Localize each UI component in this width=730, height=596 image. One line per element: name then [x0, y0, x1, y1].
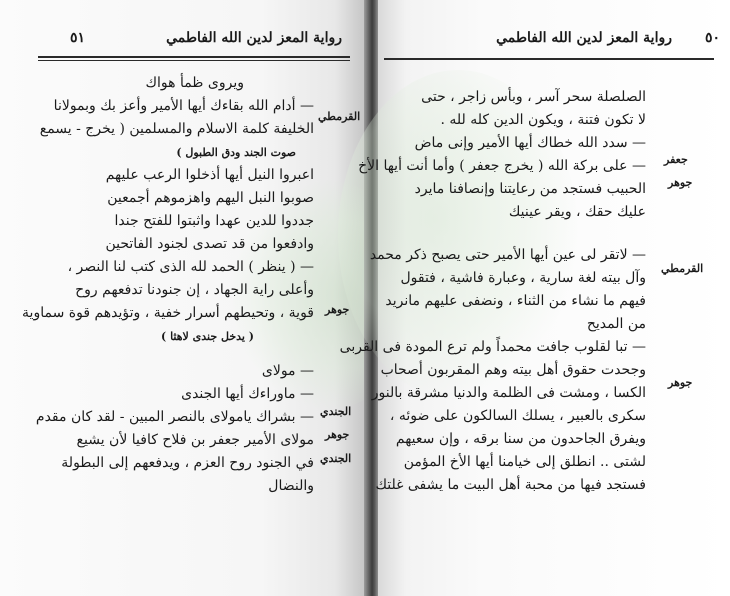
speaker-name: جوهر — [668, 376, 693, 389]
text-line: — أدام الله بقاءك أيها الأمير وأعز بك وبمولانا — [53, 98, 314, 114]
left-page-number: ٥١ — [70, 30, 86, 46]
right-page — [339, 0, 730, 596]
text-line: وآل بيته لغة سارية ، وعبارة فاشية ، فتقول — [400, 270, 646, 286]
text-line: الكسا ، ومشت فى الظلمة والدنيا مشرقة بالنور — [371, 385, 646, 401]
speaker-name: جوهر — [325, 428, 350, 441]
text-line: فيهم ما نشاء من الثناء ، ونضفى عليهم مانريد — [385, 293, 646, 309]
text-line: — بشراك يامولاى بالنصر المبين - لقد كان مقدم — [35, 409, 314, 425]
stage-direction: صوت الجند ودق الطبول ) — [176, 146, 296, 159]
poem-line: صوبوا النبل اليهم واهزموهم أجمعين — [107, 190, 314, 206]
text-line: ويروى ظمأ هواك — [145, 75, 244, 91]
text-line: — مولاى — [261, 363, 314, 379]
text-line: الحبيب فستجد من رعايتنا وإنصافنا مايرد — [414, 181, 646, 197]
speaker-name: جوهر — [668, 176, 693, 189]
text-line: — على بركة الله ( يخرج جعفر ) وأما أنت أيها الأخ — [358, 158, 646, 174]
text-line: — سدد الله خطاك أيها الأمير وإنى ماض — [414, 135, 646, 151]
speaker-name: جعفر — [664, 153, 688, 166]
stage-direction: ( يدخل جندى لاهثا ) — [161, 330, 254, 343]
text-line: الخليفة كلمة الاسلام والمسلمين ( يخرج - يسمع — [39, 121, 314, 137]
text-line: قوية ، وتحيطهم أسرار خفية ، وتؤيدهم قوة سماوية — [22, 305, 314, 321]
right-header-rule — [384, 58, 714, 60]
text-line: وجحدت حقوق أهل بيته وهم المقربون أصحاب — [380, 362, 646, 378]
poem-line: اعبروا النيل أيها أذخلوا الرعب عليهم — [105, 167, 314, 183]
text-line: — تبا لقلوب جافت محمداً ولم ترع المودة فى القربى — [339, 339, 646, 355]
text-line: وأعلى راية الجهاد ، إن جنودنا تدفعهم روح — [75, 282, 314, 298]
speaker-name: الجندي — [320, 405, 352, 418]
speaker-name: جوهر — [325, 303, 350, 316]
text-line: — ( ينظر ) الحمد لله الذى كتب لنا النصر ، — [67, 259, 314, 275]
text-line: — ماوراءك أيها الجندى — [181, 386, 314, 402]
text-line: لا تكون فتنة ، ويكون الدين كله لله . — [440, 112, 646, 128]
poem-line: وادفعوا من قد تصدى لجنود الفاتحين — [105, 236, 314, 252]
text-line: الصلصلة سحر آسر ، وبأس زاجر ، حتى — [421, 89, 646, 105]
left-header-rule — [38, 56, 350, 58]
text-line: من المديح — [586, 316, 646, 332]
text-line: سكرى بالعبير ، يسلك السالكون على ضوئه ، — [389, 408, 646, 424]
left-page-header — [0, 30, 372, 52]
text-line: ويفرق الجاحدون من سنا برقه ، وإن سعيهم — [395, 431, 646, 447]
text-line: — لاتقر لى عين أيها الأمير حتى يصبح ذكر محمد — [369, 247, 646, 263]
left-header-title: رواية المعز لدين الله الفاطمي — [166, 30, 342, 46]
right-header-title: رواية المعز لدين الله الفاطمي — [496, 30, 672, 46]
text-line: فستجد فيها من محبة أهل البيت ما يشفى غلتك — [375, 477, 646, 493]
speaker-name: الجندي — [320, 452, 352, 465]
text-line: عليك حقك ، ويقر عينيك — [508, 204, 646, 220]
text-line: والنضال — [268, 478, 314, 494]
text-line: لشتى .. انطلق إلى خيامنا أيها الأخ المؤمن — [403, 454, 646, 470]
speaker-name: القرمطي — [318, 110, 361, 123]
text-line: في الجنود روح العزم ، ويدفعهم إلى البطولة — [61, 455, 314, 471]
right-page-header — [378, 30, 730, 52]
left-page-body — [24, 72, 314, 498]
speaker-name: القرمطي — [661, 262, 704, 275]
right-page-number: ٥٠ — [704, 30, 720, 46]
text-line: مولاى الأمير جعفر بن فلاح كافيا لأن يشيع — [76, 432, 314, 448]
poem-line: جددوا للدين عهدا واثبتوا للفتح جندا — [114, 213, 314, 229]
left-header-rule-thin — [38, 60, 350, 61]
